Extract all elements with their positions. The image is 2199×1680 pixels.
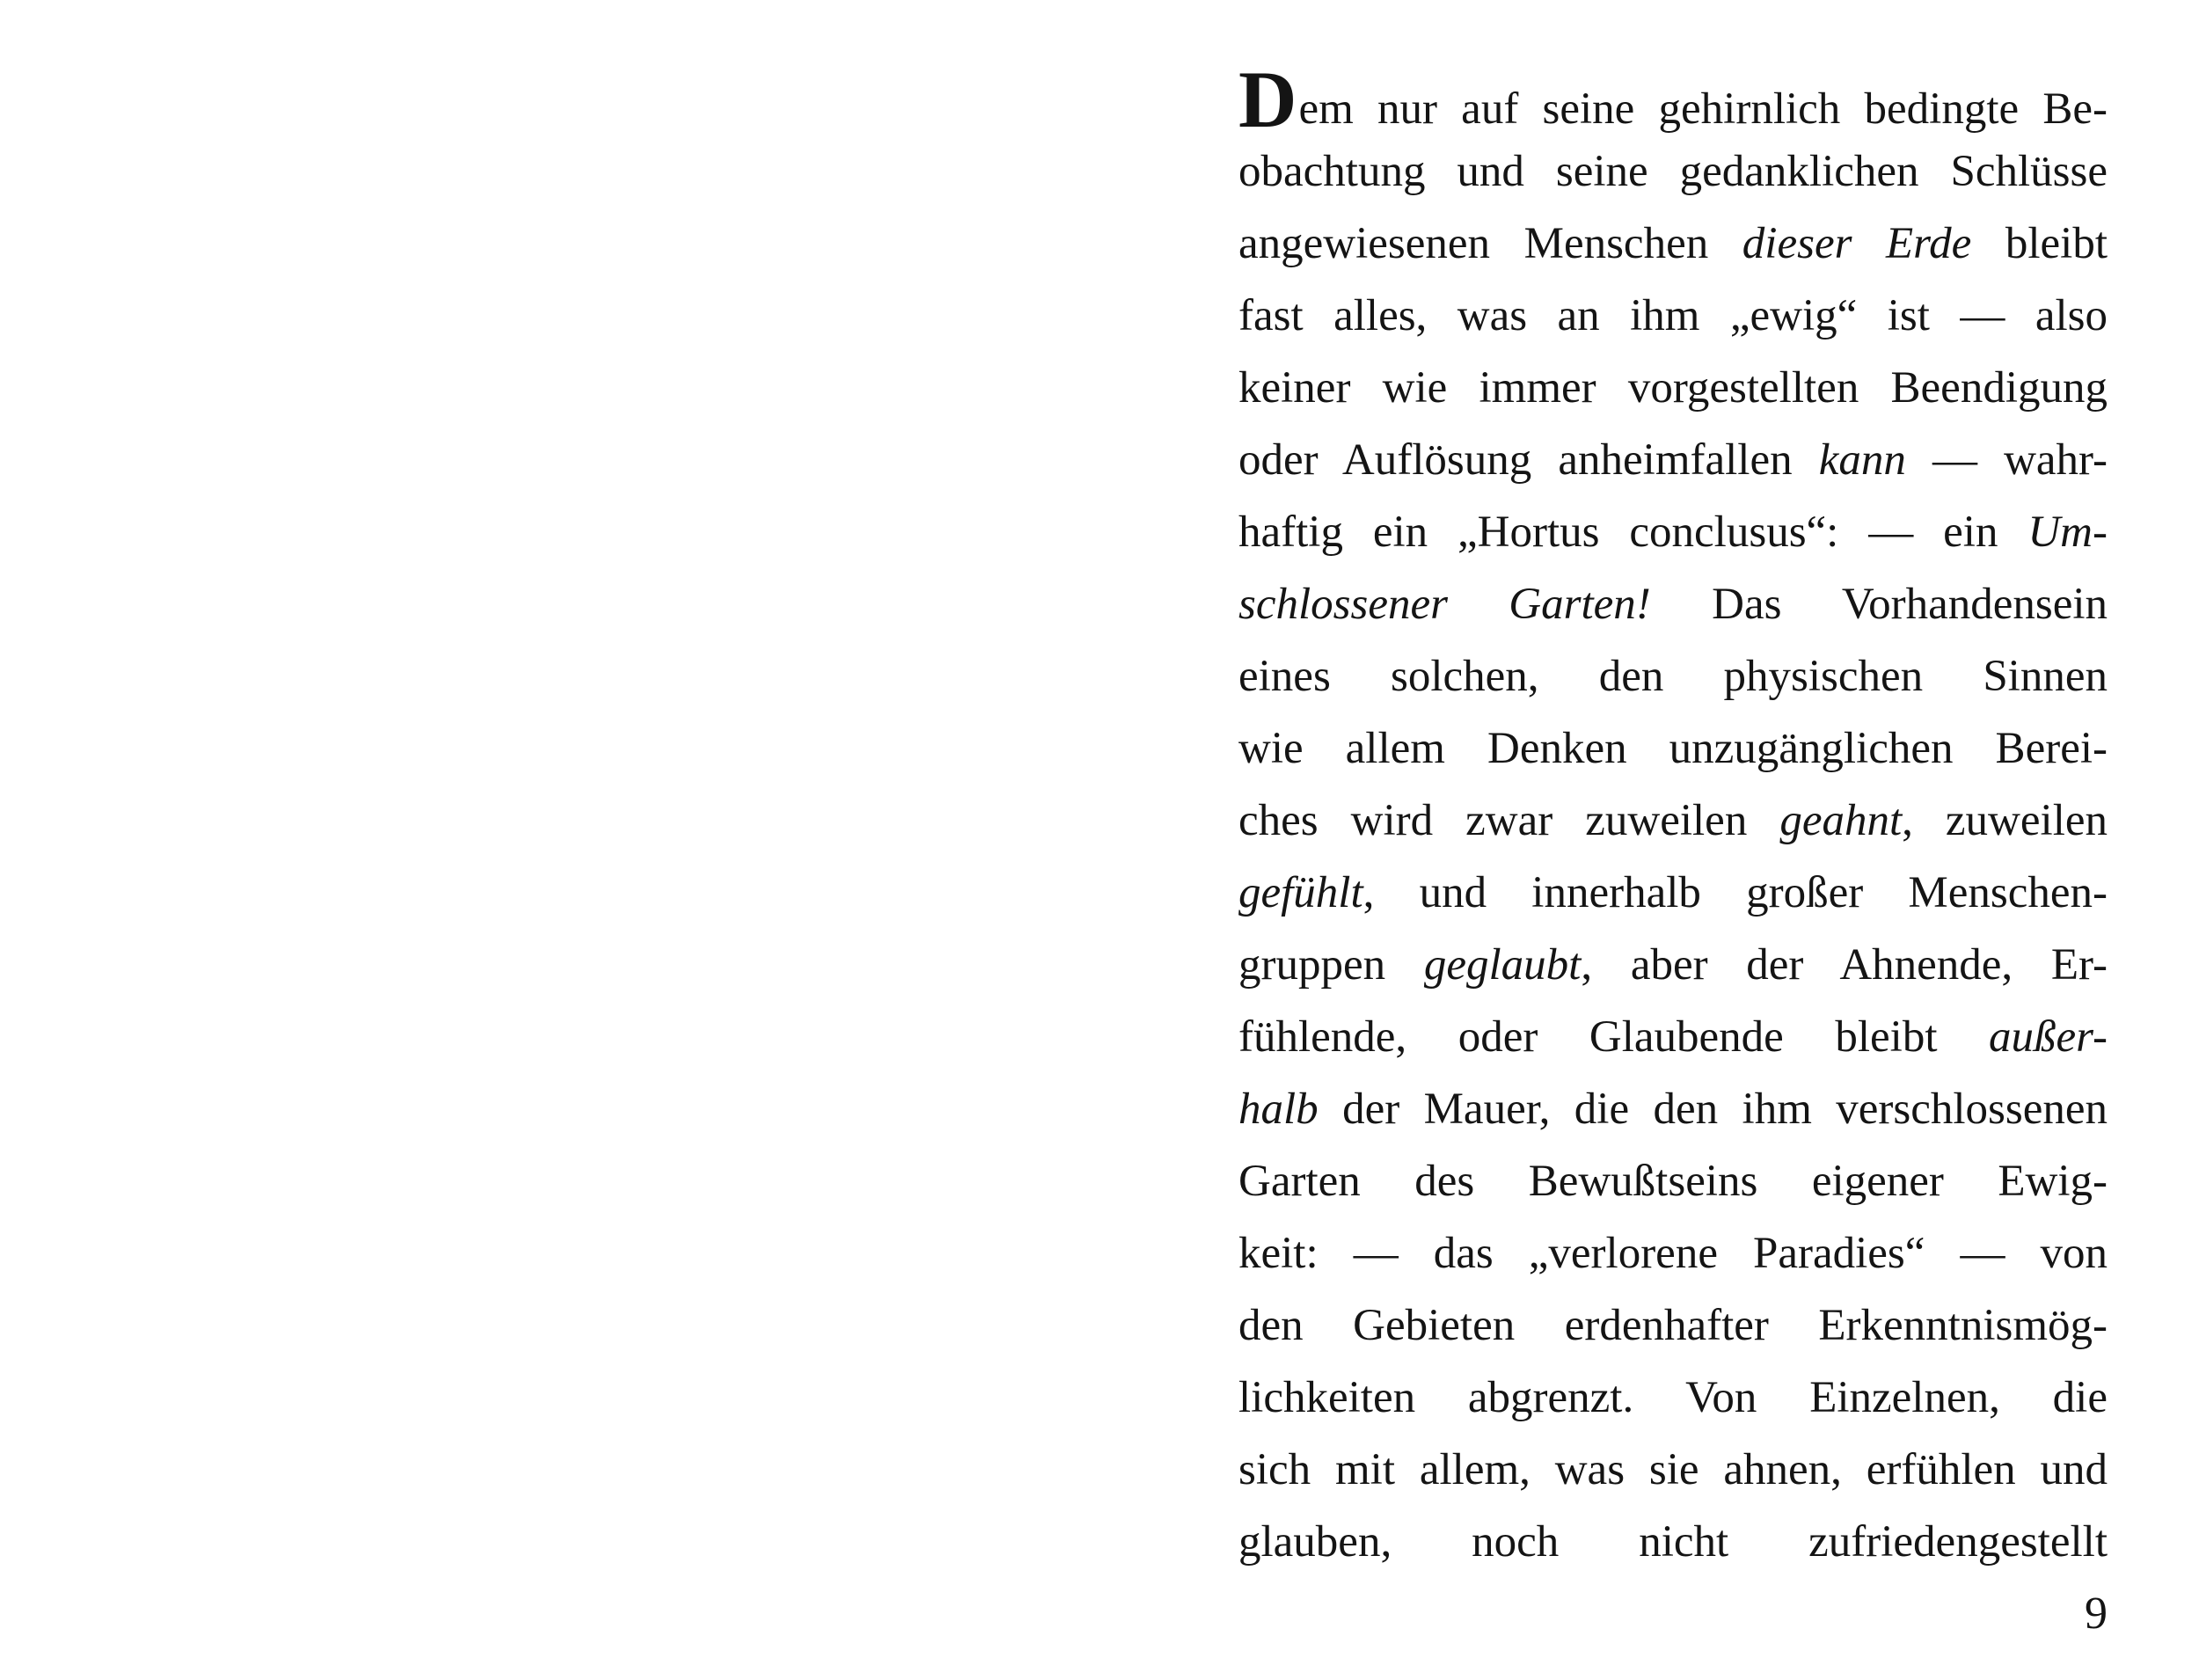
- emphasis-text: dieser Erde: [1742, 219, 1972, 268]
- text-line: [1238, 135, 2108, 208]
- text-line: [1238, 352, 2108, 424]
- text-run: — wahr-: [1905, 435, 2108, 485]
- text-run: haftig ein „Hortus conclusus“: — ein: [1238, 508, 2028, 557]
- text-run: oder Auflösung anheimfallen: [1238, 435, 1819, 485]
- text-line: [1238, 1434, 2108, 1506]
- text-line: [1238, 1506, 2108, 1578]
- text-run: , aber der Ahnende, Er-: [1581, 940, 2108, 990]
- text-run: fast alles, was an ihm „ewig“ ist — also: [1238, 291, 2108, 340]
- text-run: ches wird zwar zuweilen: [1238, 796, 1780, 845]
- text-run: sich mit allem, was sie ahnen, erfühlen und: [1238, 1445, 2108, 1494]
- emphasis-text: schlossener Garten!: [1238, 580, 1651, 629]
- text-line: [1238, 1073, 2108, 1145]
- text-run: den Gebieten erdenhafter Erkenntnismög-: [1238, 1301, 2108, 1350]
- text-line: [1238, 424, 2108, 496]
- text-line: [1238, 1001, 2108, 1073]
- text-run: em nur auf seine gehirnlich bedingte Be-: [1298, 84, 2108, 134]
- text-run: glauben, noch nicht zufriedengestellt: [1238, 1517, 2108, 1567]
- text-run: bleibt: [1971, 219, 2108, 268]
- emphasis-text: kann: [1818, 435, 1906, 485]
- text-line: [1238, 568, 2108, 640]
- text-line: [1238, 1217, 2108, 1289]
- text-line: [1238, 929, 2108, 1001]
- text-line: [1238, 1145, 2108, 1217]
- text-line: [1238, 1362, 2108, 1434]
- emphasis-text: gefühlt: [1238, 868, 1363, 917]
- text-line: [1238, 712, 2108, 785]
- text-line: [1238, 55, 2108, 144]
- text-run: Das Vorhandensein: [1650, 580, 2108, 629]
- text-run: keiner wie immer vorgestellten Beendigung: [1238, 363, 2108, 413]
- drop-cap: D: [1238, 55, 1297, 144]
- text-line: [1238, 280, 2108, 352]
- text-run: keit: — das „verlorene Paradies“ — von: [1238, 1229, 2108, 1278]
- text-line: [1238, 640, 2108, 712]
- text-run: Garten des Bewußtseins eigener Ewig-: [1238, 1157, 2108, 1206]
- emphasis-text: halb: [1238, 1085, 1319, 1134]
- text-run: gruppen: [1238, 940, 1424, 990]
- emphasis-text: geahnt: [1779, 796, 1903, 845]
- text-line: [1238, 208, 2108, 280]
- text-run: lichkeiten abgrenzt. Von Einzelnen, die: [1238, 1373, 2108, 1422]
- text-run: angewiesenen Menschen: [1238, 219, 1742, 268]
- page-number: 9: [2085, 1589, 2108, 1639]
- text-run: fühlende, oder Glaubende bleibt: [1238, 1012, 1990, 1062]
- text-run: , zuweilen: [1902, 796, 2108, 845]
- text-line: [1238, 785, 2108, 857]
- text-run: wie allem Denken unzugänglichen Berei-: [1238, 724, 2108, 773]
- text-run: der Mauer, die den ihm verschlossenen: [1318, 1085, 2108, 1134]
- text-line: [1238, 1289, 2108, 1362]
- text-line: [1238, 496, 2108, 568]
- text-run: obachtung und seine gedanklichen Schlüsse: [1238, 147, 2108, 196]
- text-run: , und innerhalb großer Menschen-: [1363, 868, 2108, 917]
- emphasis-text: außer-: [1989, 1012, 2108, 1062]
- body-text: [1238, 55, 2108, 1578]
- text-run: eines solchen, den physischen Sinnen: [1238, 652, 2108, 701]
- text-line: [1238, 857, 2108, 929]
- emphasis-text: Um-: [2027, 508, 2108, 557]
- emphasis-text: geglaubt: [1423, 940, 1582, 990]
